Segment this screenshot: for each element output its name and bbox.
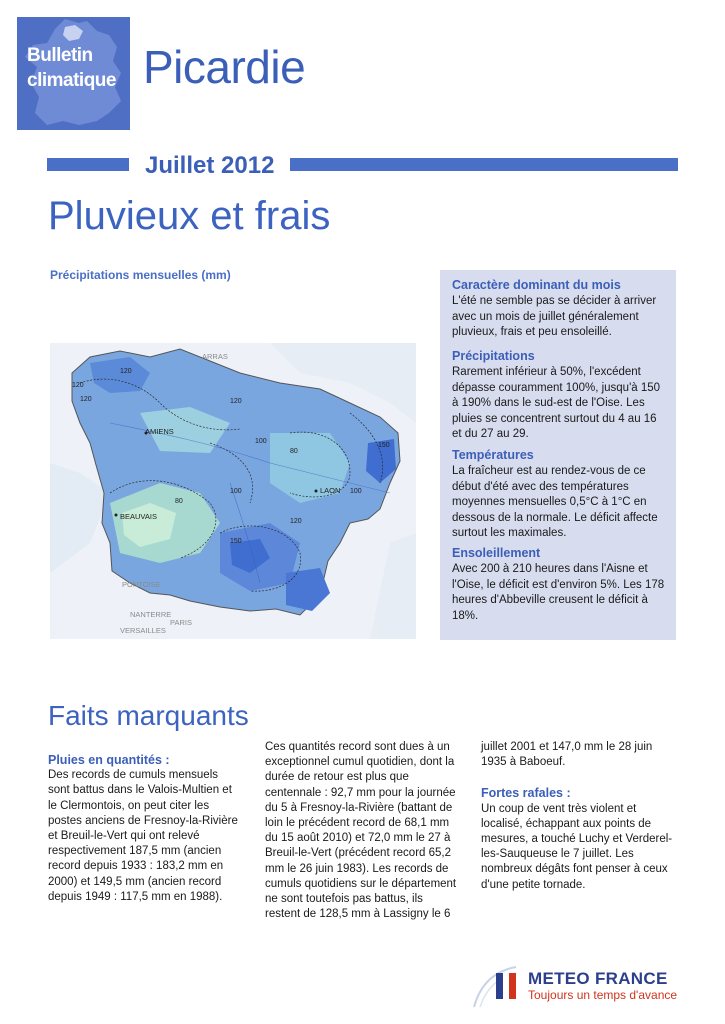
month-label: Juillet 2012 [145, 152, 275, 179]
summary-section-temperatures [452, 448, 668, 542]
faits-column-2 [265, 740, 461, 922]
summary-title: Ensoleillement [452, 546, 541, 560]
isoline-label: 120 [80, 396, 92, 403]
meteo-france-brand: METEO FRANCE [528, 969, 668, 988]
region-title: Picardie [143, 41, 306, 93]
headline: Pluvieux et frais [48, 194, 331, 238]
records-text: Ces quantités record sont dues à un exceptionnel cumul quotidien, dont la durée de retour est plus que centennale : 92,7 mm pour la journée du 5 à Fresnoy-la-Rivière (battant de loin le précédent record de 68,1 mm du 15 août 2010) et 72,0 mm le 27 à Breuil-le-Vert (précédent record 65,2 mm le 26 juin 1983). Les records de cumuls quotidiens sur le département ne sont toutefois pas battus, ils restent de 128,5 mm à Lassigny le 6 [265, 741, 457, 921]
summary-text: L'été ne semble pas se décider à arriver avec un mois de juillet généralement pluvieux, frais et peu ensoleillé. [452, 295, 657, 338]
isoline-label: 80 [175, 498, 183, 505]
summary-section-precipitations [452, 349, 668, 443]
faits-marquants-heading: Faits marquants [48, 700, 249, 731]
isoline-label: 120 [72, 382, 84, 389]
isoline-label: 120 [120, 368, 132, 375]
rafales-subtitle: Fortes rafales : [481, 786, 571, 801]
faits-column-1 [48, 753, 240, 905]
logo-line-climatique: climatique [27, 70, 116, 91]
header-rule-left [47, 158, 129, 171]
summary-title: Températures [452, 448, 534, 462]
city-label: VERSAILLES [120, 626, 166, 635]
city-label: PONTOISE [122, 580, 161, 589]
isoline-label: 80 [290, 448, 298, 455]
city-label: ARRAS [202, 352, 228, 361]
isoline-label: 100 [255, 438, 267, 445]
map-caption: Précipitations mensuelles (mm) [50, 268, 231, 282]
isoline-label: 120 [230, 398, 242, 405]
summary-text: Avec 200 à 210 heures dans l'Aisne et l'Oise, le déficit est d'environ 5%. Les 178 heures d'Abbeville creusent le déficit à 18%. [452, 563, 665, 622]
isoline-label: 100 [230, 488, 242, 495]
summary-section-ensoleillement [452, 546, 668, 624]
pluies-subtitle: Pluies en quantités : [48, 753, 170, 767]
city-label: NANTERRE [130, 610, 172, 619]
summary-title: Caractère dominant du mois [452, 278, 621, 292]
city-label: PARIS [170, 618, 192, 627]
bulletin-logo [17, 17, 130, 130]
records-text-continued: juillet 2001 et 147,0 mm le 28 juin 1935 à Baboeuf. [481, 741, 653, 769]
city-label: BEAUVAIS [120, 512, 157, 521]
isoline-label: 100 [350, 488, 362, 495]
summary-text: La fraîcheur est au rendez-vous de ce début d'été avec des températures moyennes mensuelles 0,5°C à 1°C en dessous de la normale. Le déficit affecte surtout les maximales. [452, 465, 658, 539]
summary-text: Rarement inférieur à 50%, l'excédent dépasse couramment 100%, jusqu'à 150 à 190% dans le sud-est de l'Oise. Les pluies se concentrent surtout du 4 au 16 et du 27 au 29. [452, 366, 661, 440]
rafales-text: Un coup de vent très violent et localisé, échappant aux points de mesures, a touché Luchy et Verderel-les-Sauqueuse le 7 juillet. Les nombreux dégâts font penser à ceux d'une petite tornade. [481, 802, 673, 891]
precipitation-map [50, 343, 416, 639]
summary-title: Précipitations [452, 349, 535, 363]
isoline-label: 150 [378, 442, 390, 449]
city-label: LAON [320, 486, 341, 495]
summary-section-caractere [452, 278, 668, 341]
faits-column-3 [481, 740, 681, 893]
city-label: AMIENS [145, 427, 174, 436]
pluies-text: Des records de cumuls mensuels sont battus dans le Valois-Multien et le Clermontois, on peut citer les postes anciens de Fresnoy-la-Rivière et Breuil-le-Vert qui ont relevé respectivement 187,5 mm (ancien record depuis 1933 : 183,2 mm en 2000) et 149,5 mm (ancien record depuis 1949 : 117,5 mm en 1988). [48, 769, 238, 903]
meteo-france-tagline: Toujours un temps d'avance [528, 988, 678, 1002]
header-rule-right [290, 158, 678, 171]
logo-line-bulletin: Bulletin [27, 45, 93, 66]
isoline-label: 120 [290, 518, 302, 525]
isoline-label: 150 [230, 538, 242, 545]
summary-sidebar [440, 270, 676, 640]
